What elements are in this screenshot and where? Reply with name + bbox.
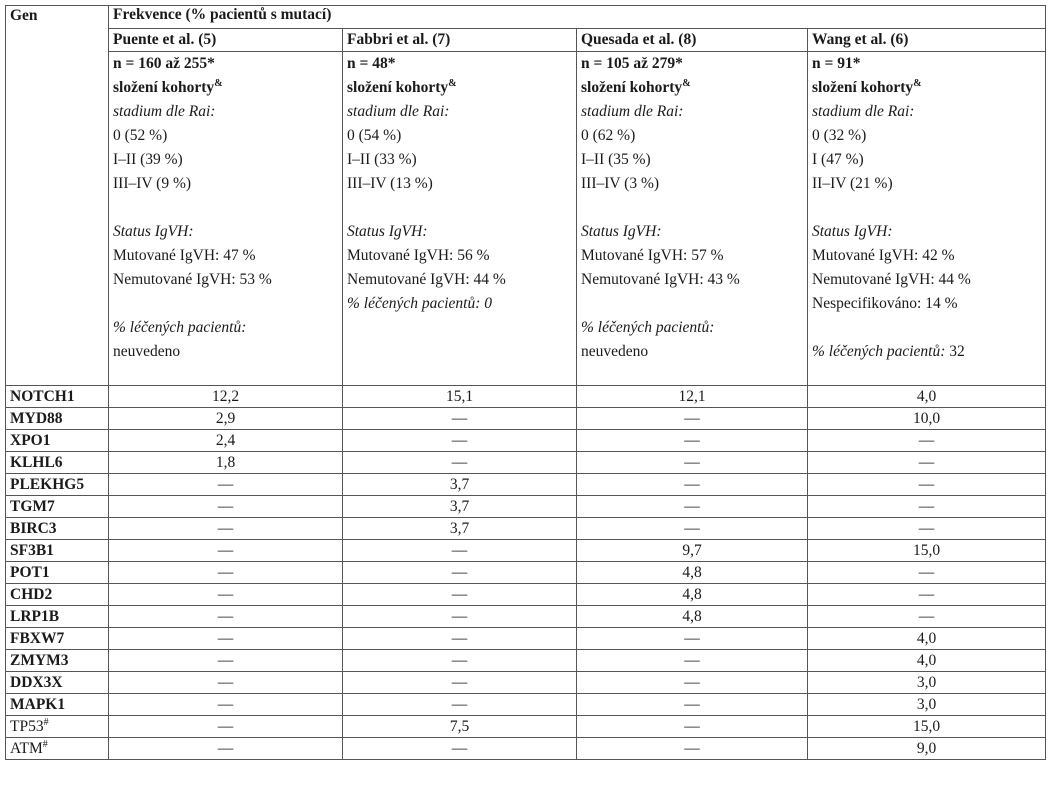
rai-stage-item: I–II (35 %) — [581, 151, 651, 168]
frequency-value: — — [109, 540, 343, 562]
study-cohort-info — [343, 52, 577, 386]
frequency-value: — — [808, 584, 1046, 606]
frequency-value: 4,8 — [577, 606, 808, 628]
igvh-status-label: Status IgVH: — [113, 223, 194, 240]
frequency-value: — — [343, 540, 577, 562]
gene-name-cell — [6, 540, 109, 562]
gene-name: TGM7 — [10, 498, 55, 515]
frequency-value: 1,8 — [109, 452, 343, 474]
cohort-label: složení kohorty — [347, 79, 449, 96]
treated-value: 0 — [484, 295, 493, 312]
cohort-label: složení kohorty — [812, 79, 914, 96]
cohort-heading — [347, 76, 572, 100]
treated-patients — [347, 292, 572, 316]
rai-stage-item: 0 (32 %) — [812, 127, 867, 144]
gene-name: SF3B1 — [10, 542, 54, 559]
frequency-value: — — [577, 430, 808, 452]
frequency-value: — — [343, 408, 577, 430]
frequency-value: — — [109, 716, 343, 738]
gene-name: BIRC3 — [10, 520, 57, 537]
treated-value: neuvedeno — [581, 343, 649, 360]
gene-name-cell — [6, 694, 109, 716]
rai-stage-item: 0 (52 %) — [113, 127, 168, 144]
rai-stage-item: 0 (54 %) — [347, 127, 402, 144]
frequency-value: — — [109, 496, 343, 518]
frequency-value: — — [109, 694, 343, 716]
study-header: Wang et al. (6) — [808, 29, 1046, 52]
igvh-status-item: Nemutované IgVH: 53 % — [113, 271, 272, 288]
mutation-frequency-table — [5, 5, 1046, 760]
frequency-value: — — [343, 628, 577, 650]
table-row — [6, 452, 1046, 474]
rai-stage-item: III–IV (13 %) — [347, 175, 433, 192]
frequency-value: — — [808, 452, 1046, 474]
frequency-value: 3,7 — [343, 496, 577, 518]
gene-name-cell — [6, 408, 109, 430]
study-cohort-info — [577, 52, 808, 386]
frequency-value: 4,0 — [808, 650, 1046, 672]
frequency-value: 12,2 — [109, 386, 343, 408]
rai-stage-label: stadium dle Rai: — [113, 103, 216, 120]
gene-footnote-mark: # — [43, 716, 49, 728]
study-header: Puente et al. (5) — [109, 29, 343, 52]
table-row — [6, 474, 1046, 496]
gene-name-cell — [6, 474, 109, 496]
gene-name-cell — [6, 562, 109, 584]
treated-label: % léčených pacientů: — [113, 319, 247, 336]
cohort-footnote-mark: & — [682, 77, 691, 89]
cohort-label: složení kohorty — [113, 79, 215, 96]
frequency-value: — — [577, 408, 808, 430]
frequency-value: 3,7 — [343, 474, 577, 496]
igvh-status-item: Nespecifikováno: 14 % — [812, 295, 958, 312]
gene-column-header: Gen — [6, 6, 109, 386]
table-row — [6, 496, 1046, 518]
treated-value: 32 — [949, 343, 965, 360]
igvh-status-label: Status IgVH: — [347, 223, 428, 240]
table-row — [6, 408, 1046, 430]
frequency-value: 9,7 — [577, 540, 808, 562]
rai-stage-item: 0 (62 %) — [581, 127, 636, 144]
study-header: Quesada et al. (8) — [577, 29, 808, 52]
frequency-header: Frekvence (% pacientů s mutací) — [109, 6, 1046, 29]
gene-name: CHD2 — [10, 586, 53, 603]
cohort-footnote-mark: & — [214, 77, 223, 89]
frequency-value: — — [109, 628, 343, 650]
frequency-value: — — [577, 452, 808, 474]
rai-stage-label: stadium dle Rai: — [581, 103, 684, 120]
spacer — [812, 196, 1041, 220]
study-cohort-info — [109, 52, 343, 386]
igvh-status-item: Mutované IgVH: 42 % — [812, 247, 955, 264]
frequency-value: 15,0 — [808, 716, 1046, 738]
table-row — [6, 386, 1046, 408]
gene-name: NOTCH1 — [10, 388, 75, 405]
gene-name: XPO1 — [10, 432, 51, 449]
table-row — [6, 672, 1046, 694]
rai-stage-item: I (47 %) — [812, 151, 864, 168]
frequency-value: — — [343, 584, 577, 606]
frequency-value: — — [109, 518, 343, 540]
frequency-value: 15,0 — [808, 540, 1046, 562]
frequency-value: — — [808, 562, 1046, 584]
rai-stage-item: II–IV (21 %) — [812, 175, 893, 192]
gene-name-cell — [6, 650, 109, 672]
table-row — [6, 562, 1046, 584]
frequency-value: 4,8 — [577, 584, 808, 606]
frequency-value: 10,0 — [808, 408, 1046, 430]
study-cohort-info — [808, 52, 1046, 386]
gene-name: DDX3X — [10, 674, 63, 691]
frequency-value: — — [343, 672, 577, 694]
frequency-value: — — [109, 738, 343, 760]
treated-label: % léčených pacientů: — [812, 343, 946, 360]
frequency-value: — — [109, 672, 343, 694]
table-row — [6, 518, 1046, 540]
table-row — [6, 694, 1046, 716]
frequency-value: 3,7 — [343, 518, 577, 540]
gene-name: PLEKHG5 — [10, 476, 85, 493]
gene-name: FBXW7 — [10, 630, 65, 647]
frequency-value: — — [343, 562, 577, 584]
gene-name: POT1 — [10, 564, 50, 581]
gene-name-cell — [6, 452, 109, 474]
frequency-value: — — [343, 694, 577, 716]
gene-name-cell — [6, 672, 109, 694]
igvh-status-item: Nemutované IgVH: 44 % — [812, 271, 971, 288]
frequency-value: — — [343, 430, 577, 452]
frequency-value: — — [109, 474, 343, 496]
gene-name-cell — [6, 386, 109, 408]
frequency-value: — — [808, 496, 1046, 518]
table-row — [6, 738, 1046, 760]
treated-label: % léčených pacientů: — [581, 319, 715, 336]
frequency-value: 9,0 — [808, 738, 1046, 760]
cohort-heading — [581, 76, 803, 100]
frequency-value: — — [109, 562, 343, 584]
gene-name-cell — [6, 430, 109, 452]
rai-stage-label: stadium dle Rai: — [812, 103, 915, 120]
cohort-heading — [812, 76, 1041, 100]
cohort-label: složení kohorty — [581, 79, 683, 96]
rai-stage-item: I–II (33 %) — [347, 151, 417, 168]
gene-name: ATM — [10, 740, 43, 757]
cohort-heading — [113, 76, 338, 100]
spacer — [113, 292, 338, 316]
igvh-status-label: Status IgVH: — [812, 223, 893, 240]
gene-name: MAPK1 — [10, 696, 66, 713]
frequency-value: 15,1 — [343, 386, 577, 408]
frequency-value: — — [343, 738, 577, 760]
treated-value-line — [581, 340, 803, 364]
frequency-value: — — [109, 606, 343, 628]
igvh-status-item: Nemutované IgVH: 43 % — [581, 271, 740, 288]
treated-label: % léčených pacientů: — [347, 295, 481, 312]
rai-stage-item: I–II (39 %) — [113, 151, 183, 168]
spacer — [812, 316, 1041, 340]
gene-footnote-mark: # — [42, 738, 48, 750]
sample-size: n = 91* — [812, 55, 861, 72]
table-row — [6, 650, 1046, 672]
frequency-value: 2,9 — [109, 408, 343, 430]
frequency-value: — — [343, 650, 577, 672]
gene-name: LRP1B — [10, 608, 60, 625]
spacer — [113, 196, 338, 220]
frequency-value: — — [109, 650, 343, 672]
frequency-value: — — [577, 650, 808, 672]
igvh-status-item: Mutované IgVH: 57 % — [581, 247, 724, 264]
frequency-value: — — [808, 606, 1046, 628]
igvh-status-label: Status IgVH: — [581, 223, 662, 240]
gene-name: MYD88 — [10, 410, 63, 427]
frequency-value: — — [808, 518, 1046, 540]
gene-name: ZMYM3 — [10, 652, 69, 669]
igvh-status-item: Mutované IgVH: 47 % — [113, 247, 256, 264]
gene-name-cell — [6, 496, 109, 518]
treated-value: neuvedeno — [113, 343, 181, 360]
frequency-value: — — [577, 738, 808, 760]
frequency-value: — — [577, 474, 808, 496]
spacer — [347, 196, 572, 220]
cohort-footnote-mark: & — [448, 77, 457, 89]
table-row — [6, 628, 1046, 650]
gene-name: KLHL6 — [10, 454, 63, 471]
gene-name-cell — [6, 606, 109, 628]
frequency-value: — — [577, 628, 808, 650]
frequency-value: 4,0 — [808, 386, 1046, 408]
study-header: Fabbri et al. (7) — [343, 29, 577, 52]
igvh-status-item: Mutované IgVH: 56 % — [347, 247, 490, 264]
sample-size: n = 48* — [347, 55, 396, 72]
frequency-value: 3,0 — [808, 694, 1046, 716]
gene-name-cell — [6, 584, 109, 606]
frequency-value: 4,8 — [577, 562, 808, 584]
treated-patients — [812, 340, 1041, 364]
frequency-value: — — [343, 452, 577, 474]
frequency-value: 12,1 — [577, 386, 808, 408]
rai-stage-item: III–IV (9 %) — [113, 175, 192, 192]
table-row — [6, 430, 1046, 452]
gene-name-cell — [6, 716, 109, 738]
gene-name-cell — [6, 518, 109, 540]
table-row — [6, 606, 1046, 628]
frequency-value: — — [109, 584, 343, 606]
frequency-value: — — [343, 606, 577, 628]
treated-value-line — [113, 340, 338, 364]
treated-patients — [581, 316, 803, 340]
frequency-value: — — [577, 518, 808, 540]
frequency-value: 7,5 — [343, 716, 577, 738]
table-row — [6, 584, 1046, 606]
table-row — [6, 716, 1046, 738]
frequency-value: — — [577, 496, 808, 518]
spacer — [581, 292, 803, 316]
gene-name: TP53 — [10, 718, 44, 735]
frequency-value: 3,0 — [808, 672, 1046, 694]
frequency-value: — — [808, 430, 1046, 452]
gene-name-cell — [6, 738, 109, 760]
igvh-status-item: Nemutované IgVH: 44 % — [347, 271, 506, 288]
sample-size: n = 160 až 255* — [113, 55, 215, 72]
sample-size: n = 105 až 279* — [581, 55, 683, 72]
table-row — [6, 540, 1046, 562]
frequency-value: — — [577, 694, 808, 716]
treated-patients — [113, 316, 338, 340]
frequency-value: 2,4 — [109, 430, 343, 452]
frequency-value: — — [577, 716, 808, 738]
rai-stage-item: III–IV (3 %) — [581, 175, 660, 192]
frequency-value: — — [808, 474, 1046, 496]
spacer — [581, 196, 803, 220]
cohort-footnote-mark: & — [913, 77, 922, 89]
gene-name-cell — [6, 628, 109, 650]
frequency-value: 4,0 — [808, 628, 1046, 650]
frequency-value: — — [577, 672, 808, 694]
rai-stage-label: stadium dle Rai: — [347, 103, 450, 120]
